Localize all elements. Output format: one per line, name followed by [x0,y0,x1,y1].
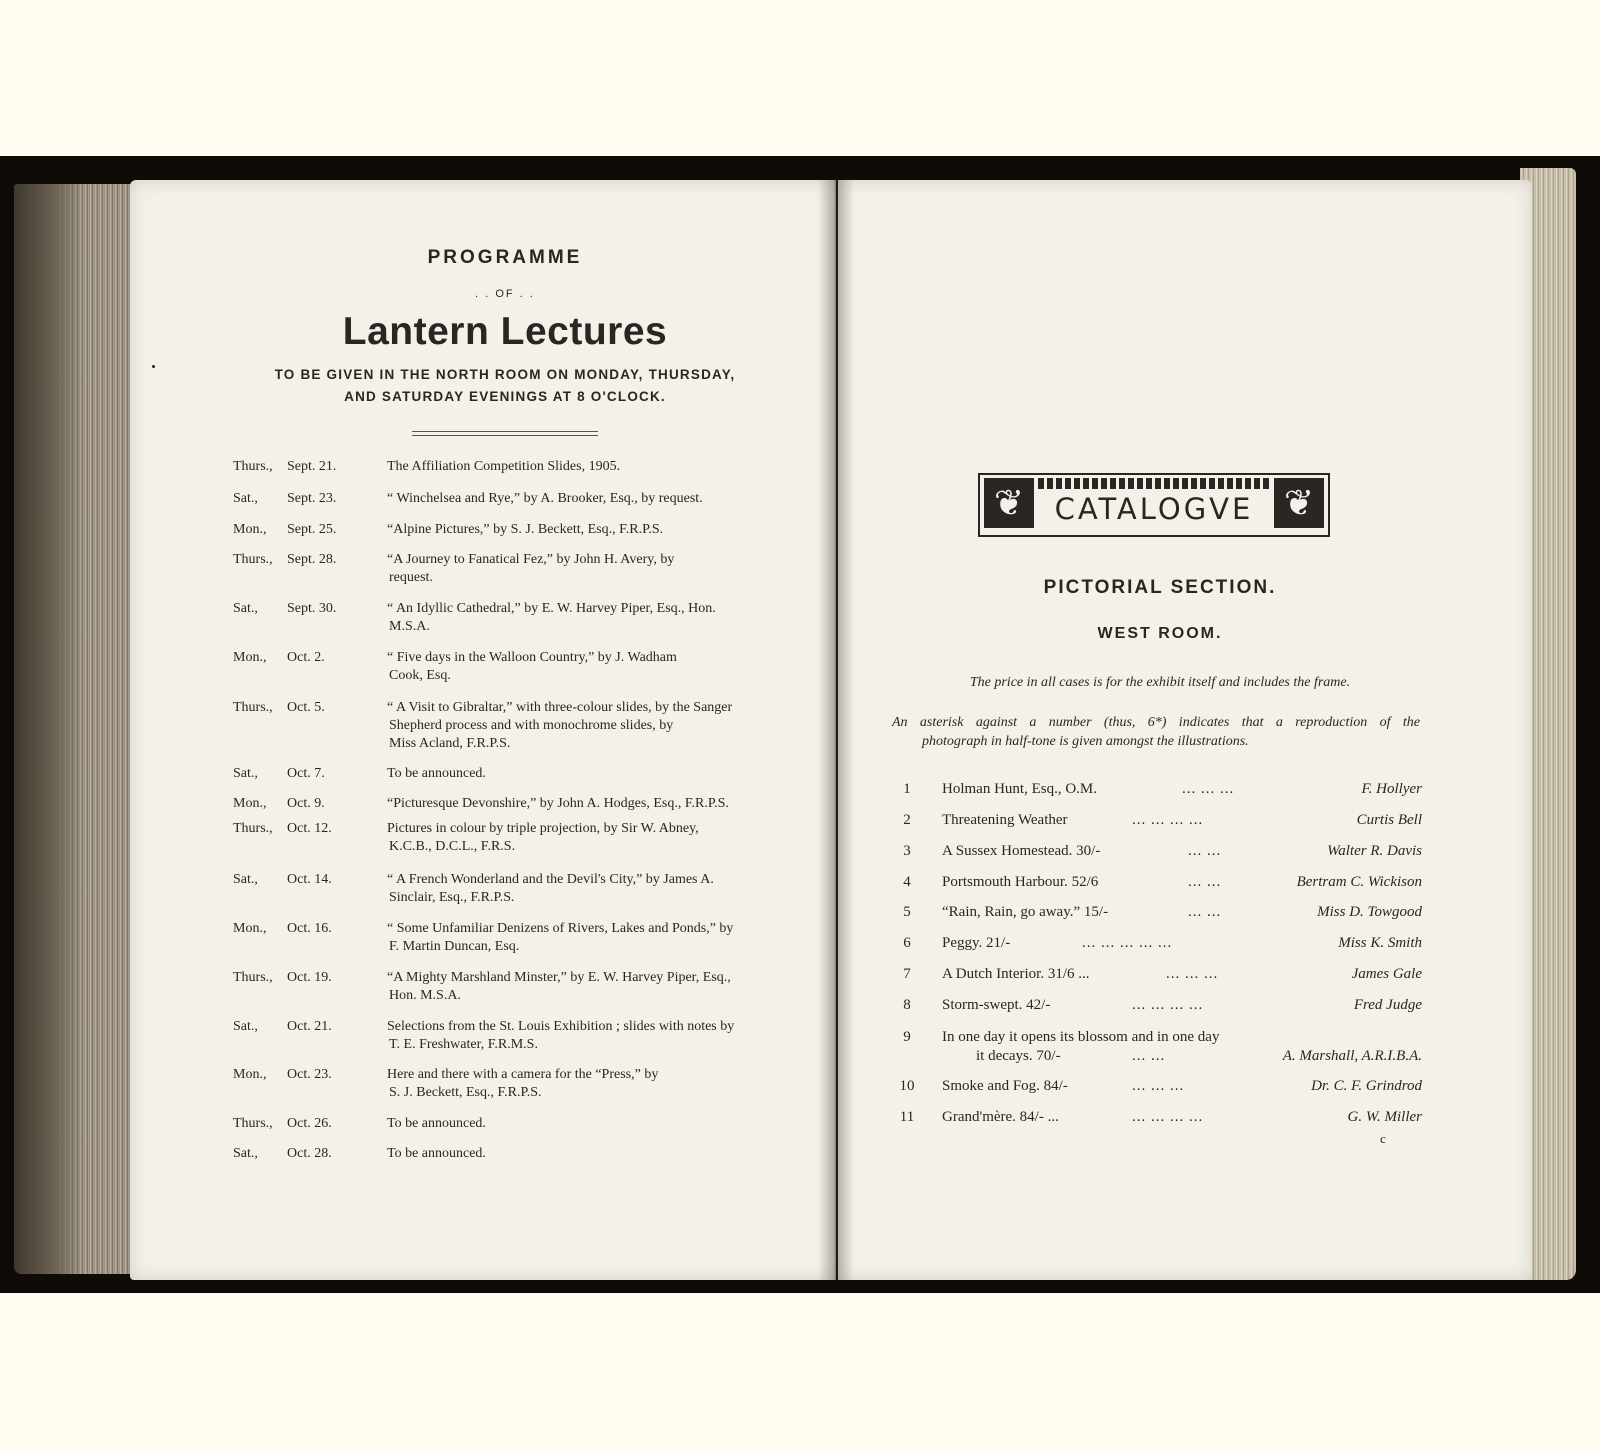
lecture-date: Oct. 16. [287,921,332,936]
entry-title: Peggy. 21/- [942,935,1011,951]
lecture-day: Thurs., [233,1116,273,1131]
lecture-date: Sept. 30. [287,601,337,616]
entry-artist: Fred Judge [1353,997,1422,1013]
entry-artist: F. Hollyer [1361,781,1422,797]
entry-leader: ... ... ... ... [1132,1109,1204,1125]
lecture-title: “Alpine Pictures,” by S. J. Beckett, Esq., F.R.P.S. [387,522,664,537]
lecture-row [233,490,765,508]
lecture-date: Oct. 12. [287,821,332,836]
lecture-title: To be announced. [387,766,486,781]
lecture-title-continued: request. [389,570,433,585]
entry-number: 2 [903,812,911,828]
lecture-title: “ Some Unfamiliar Denizens of Rivers, Lakes and Ponds,” by [387,921,734,936]
asterisk-note [892,713,1420,751]
entry-title: Threatening Weather [942,812,1068,828]
lecture-day: Thurs., [233,700,273,715]
book-gutter [818,180,854,1280]
lecture-date: Oct. 2. [287,650,325,665]
lecture-date: Oct. 28. [287,1146,332,1161]
entry-artist: G. W. Miller [1347,1109,1422,1125]
page-title: Lantern Lectures [342,310,668,353]
lecture-row [233,649,765,685]
lecture-day: Thurs., [233,459,273,474]
entry-title: Holman Hunt, Esq., O.M. [942,781,1097,797]
lecture-title: “ An Idyllic Cathedral,” by E. W. Harvey Piper, Esq., Hon. [387,601,716,616]
entry-number: 6 [903,935,911,951]
lecture-date: Oct. 26. [287,1116,332,1131]
lecture-title: “A Mighty Marshland Minster,” by E. W. Harvey Piper, Esq., [387,970,731,985]
lecture-title-continued: F. Martin Duncan, Esq. [389,939,520,954]
lecture-title: Pictures in colour by triple projection, by Sir W. Abney, [387,821,699,836]
entry-number: 10 [899,1078,915,1094]
entry-leader: ... ... [1188,874,1222,890]
lecture-title: “ Five days in the Walloon Country,” by J. Wadham [387,650,677,665]
lecture-title: “Picturesque Devonshire,” by John A. Hodges, Esq., F.R.P.S. [387,796,729,811]
catalogue-banner [978,473,1330,537]
lecture-title-continued: Sinclair, Esq., F.R.P.S. [389,890,515,905]
entry-title: Storm-swept. 42/- [942,997,1051,1013]
lecture-day: Mon., [233,1067,267,1082]
lecture-title-continued: M.S.A. [389,619,430,634]
lecture-title: Here and there with a camera for the “Press,” by [387,1067,659,1082]
lecture-row [233,1018,765,1054]
lecture-row [233,458,765,476]
lecture-title-continued: T. E. Freshwater, F.R.M.S. [389,1037,538,1052]
entry-leader: ... ... ... ... ... [1082,935,1173,951]
signature-mark: c [1380,1131,1386,1146]
entry-number: 4 [903,874,911,890]
programme-subtitle [225,364,785,408]
lecture-date: Oct. 23. [287,1067,332,1082]
left-page-edges-shadow [14,184,84,1274]
entry-artist: Dr. C. F. Grindrod [1311,1078,1422,1094]
entry-title: In one day it opens its blossom and in one day [942,1029,1220,1045]
entry-title: Grand'mère. 84/- ... [942,1109,1059,1125]
entry-artist: Miss K. Smith [1338,935,1422,951]
lecture-day: Sat., [233,1019,258,1034]
entry-number: 8 [903,997,911,1013]
lotus-ornament-icon: ❦ [1274,478,1324,528]
lecture-day: Mon., [233,921,267,936]
entry-artist: James Gale [1351,966,1422,982]
entry-title: Smoke and Fog. 84/- [942,1078,1068,1094]
lecture-row [233,795,765,813]
lecture-title-continued: S. J. Beckett, Esq., F.R.P.S. [389,1085,542,1100]
lecture-row [233,699,765,753]
lecture-day: Thurs., [233,821,273,836]
lecture-day: Sat., [233,766,258,781]
lecture-title: To be announced. [387,1116,486,1131]
price-note: The price in all cases is for the exhibit itself and includes the frame. [969,675,1351,690]
ornamental-border [1038,478,1270,489]
catalogue-title: CATALOGVE [1054,492,1254,526]
lecture-title: To be announced. [387,1146,486,1161]
entry-number: 11 [899,1109,915,1125]
entry-title: “Rain, Rain, go away.” 15/- [942,904,1109,920]
entry-artist: Curtis Bell [1356,812,1422,828]
lecture-row [233,765,765,783]
lecture-title-continued: Hon. M.S.A. [389,988,461,1003]
entry-number: 9 [903,1029,911,1045]
entry-artist: Walter R. Davis [1327,843,1422,859]
lecture-day: Mon., [233,796,267,811]
subtitle-line-1: TO BE GIVEN IN THE NORTH ROOM ON MONDAY, THURSDAY, [274,367,736,382]
lecture-row [233,871,765,907]
lecture-date: Oct. 14. [287,872,332,887]
divider-rule [412,431,598,432]
lecture-day: Thurs., [233,970,273,985]
entry-leader: ... ... ... [1166,966,1219,982]
lecture-date: Oct. 5. [287,700,325,715]
entry-number: 1 [903,781,911,797]
lecture-date: Oct. 21. [287,1019,332,1034]
lecture-row [233,820,765,856]
lecture-row [233,920,765,956]
lecture-title: “ A French Wonderland and the Devil's City,” by James A. [387,872,714,887]
lecture-row [233,1145,765,1163]
lecture-day: Sat., [233,872,258,887]
lecture-date: Sept. 23. [287,491,337,506]
lecture-date: Sept. 21. [287,459,337,474]
section-heading: PICTORIAL SECTION. [1043,577,1277,598]
lecture-row [233,551,765,587]
lecture-row [233,969,765,1005]
lecture-row [233,600,765,636]
entry-leader: ... ... [1188,904,1222,920]
entry-number: 7 [903,966,911,982]
lecture-title: “ Winchelsea and Rye,” by A. Brooker, Esq., by request. [387,491,703,506]
lecture-title: Selections from the St. Louis Exhibition ; slides with notes by [387,1019,735,1034]
entry-leader: ... ... ... ... [1132,812,1204,828]
lecture-date: Sept. 25. [287,522,337,537]
lecture-date: Oct. 19. [287,970,332,985]
lecture-day: Sat., [233,491,258,506]
lecture-row [233,521,765,539]
lecture-day: Mon., [233,650,267,665]
entry-title-continued: it decays. 70/- [976,1048,1061,1064]
lecture-day: Thurs., [233,552,273,567]
lotus-ornament-icon: ❦ [984,478,1034,528]
lecture-title-continued: K.C.B., D.C.L., F.R.S. [389,839,516,854]
entry-leader: ... ... ... [1132,1078,1185,1094]
entry-artist: Miss D. Towgood [1317,904,1422,920]
lecture-row [233,1115,765,1133]
entry-title: Portsmouth Harbour. 52/6 [942,874,1099,890]
subtitle-line-2: AND SATURDAY EVENINGS AT 8 O'CLOCK. [344,389,666,404]
programme-of: . . OF . . [475,288,535,300]
lecture-date: Oct. 7. [287,766,325,781]
room-heading: WEST ROOM. [1097,625,1223,642]
entry-leader: ... ... ... ... [1132,997,1204,1013]
lecture-title-continued: Miss Acland, F.R.P.S. [389,736,511,751]
asterisk-note-line-2: photograph in half-tone is given amongst the illustrations. [922,734,1249,749]
lecture-day: Sat., [233,1146,258,1161]
entry-leader: ... ... ... [1182,781,1235,797]
page-speck [152,365,155,368]
programme-heading: PROGRAMME [427,247,583,268]
divider-rule [412,435,598,436]
lecture-row [233,1066,765,1102]
entry-number: 5 [903,904,911,920]
lecture-title-continued: Shepherd process and with monochrome slides, by [389,718,674,733]
lecture-date: Sept. 28. [287,552,337,567]
lecture-day: Sat., [233,601,258,616]
entry-artist: A. Marshall, A.R.I.B.A. [1282,1048,1422,1064]
entry-leader: ... ... [1188,843,1222,859]
entry-title: A Sussex Homestead. 30/- [942,843,1101,859]
lecture-title: The Affiliation Competition Slides, 1905. [387,459,621,474]
entry-number: 3 [903,843,911,859]
entry-artist: Bertram C. Wickison [1296,874,1422,890]
lecture-title-continued: Cook, Esq. [389,668,451,683]
entry-title: A Dutch Interior. 31/6 ... [942,966,1090,982]
entry-leader: ... ... [1132,1048,1166,1064]
lecture-title: “A Journey to Fanatical Fez,” by John H. Avery, by [387,552,675,567]
asterisk-note-line-1: An asterisk against a number (thus, 6*) indicates that a reproduction of the [892,715,1420,730]
lecture-day: Mon., [233,522,267,537]
lecture-title: “ A Visit to Gibraltar,” with three-colour slides, by the Sanger [387,700,733,715]
lecture-date: Oct. 9. [287,796,325,811]
